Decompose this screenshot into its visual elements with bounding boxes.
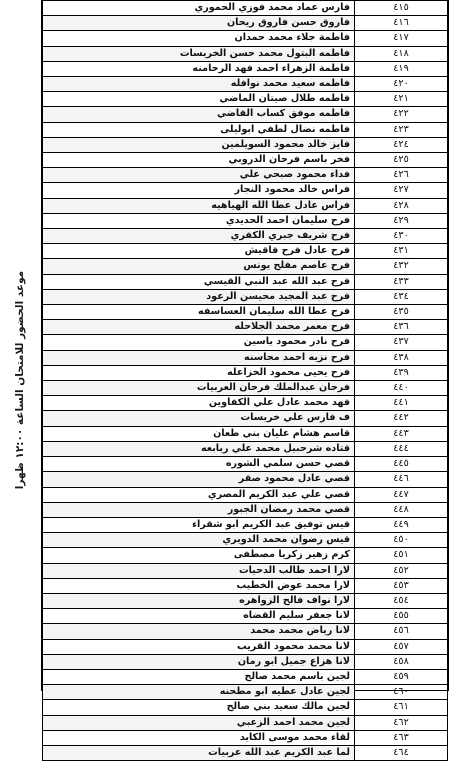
row-number: ٤٣٣ [355,274,448,289]
table-row [43,457,448,472]
table-row [43,244,448,259]
table-row [43,46,448,61]
row-number: ٤٣٩ [355,365,448,380]
table-row [43,229,448,244]
table-row [43,730,448,745]
student-name: لارا محمد عوض الخطيب [43,578,355,593]
exam-time-note [0,200,40,560]
table-row [43,153,448,168]
table-row [43,107,448,122]
row-number: ٤٥٢ [355,563,448,578]
exam-time-text: موعد الحضور للامتحان الساعة ١٢:٠٠ ظهرا [14,270,26,490]
student-name: قصي علي عبد الكريم المصري [43,487,355,502]
student-name: لانا محمد محمود القريب [43,639,355,654]
table-row [43,654,448,669]
row-number: ٤١٦ [355,16,448,31]
row-number: ٤٢٦ [355,168,448,183]
student-name: لما عبد الكريم عبد الله عربيات [43,745,355,760]
row-number: ٤٢٩ [355,213,448,228]
table-row [43,31,448,46]
student-name: ف فارس علي خريسات [43,411,355,426]
row-number: ٤٥١ [355,548,448,563]
row-number: ٤٦٠ [355,685,448,700]
student-name: فخر باسم فرحان الدروبي [43,153,355,168]
student-name: فراس خالد محمود النجار [43,183,355,198]
row-number: ٤٥٤ [355,593,448,608]
row-number: ٤١٥ [355,1,448,16]
row-number: ٤٢٤ [355,137,448,152]
table-row [43,305,448,320]
student-name: فرح عبد الله عبد النبي القيسي [43,274,355,289]
row-number: ٤٢٥ [355,153,448,168]
student-name: فرح يحيى محمود الخزاعله [43,365,355,380]
row-number: ٤٤١ [355,396,448,411]
row-number: ٤٦١ [355,700,448,715]
table-row [43,548,448,563]
student-name: فداء محمود صبحي علي [43,168,355,183]
row-number: ٤٣٢ [355,259,448,274]
student-name: فاطمة الزهراء احمد فهد الرحامنه [43,61,355,76]
table-row [43,441,448,456]
table-row [43,198,448,213]
row-number: ٤٤٠ [355,381,448,396]
table-row [43,563,448,578]
student-name: لانا جعفر سليم القضاه [43,609,355,624]
student-name: لجين عادل عطيه ابو مطحنه [43,685,355,700]
row-number: ٤٤٢ [355,411,448,426]
student-name: قصي حسن سلمي الشوره [43,457,355,472]
student-name: فاطمه طلال صيتان الماضي [43,92,355,107]
student-name: قيس توفيق عبد الكريم ابو شقراء [43,517,355,532]
row-number: ٤٢١ [355,92,448,107]
table-row [43,700,448,715]
row-number: ٤٤٣ [355,426,448,441]
student-name: لقاء محمد موسى الكايد [43,730,355,745]
student-name: فاروق حسن فاروق ريحان [43,16,355,31]
student-name: فراس عادل عطا الله الهياهيه [43,198,355,213]
table-row [43,213,448,228]
row-number: ٤٥٥ [355,609,448,624]
table-row [43,685,448,700]
table-row [43,137,448,152]
table-row [43,274,448,289]
student-name: قاسم هشام عليان بني طعان [43,426,355,441]
student-name: فرح نزيه احمد محاسنه [43,350,355,365]
table-row [43,320,448,335]
row-number: ٤١٨ [355,46,448,61]
names-table-wrapper [41,0,449,758]
table-row [43,122,448,137]
table-row [43,745,448,760]
table-row [43,411,448,426]
row-number: ٤١٩ [355,61,448,76]
row-number: ٤٤٧ [355,487,448,502]
table-row [43,426,448,441]
table-row [43,502,448,517]
student-name: فرحان عبدالملك فرحان العربيات [43,381,355,396]
table-row [43,533,448,548]
table-row [43,609,448,624]
row-number: ٤٢٨ [355,198,448,213]
row-number: ٤١٧ [355,31,448,46]
student-name: فرح نادر محمود ياسين [43,335,355,350]
names-table [42,0,448,761]
student-name: فاطمة جلاء محمد حمدان [43,31,355,46]
table-row [43,715,448,730]
table-row [43,335,448,350]
table-row [43,487,448,502]
row-number: ٤٣١ [355,244,448,259]
table-row [43,259,448,274]
table-row [43,289,448,304]
student-name: لارا نواف فالح الزواهره [43,593,355,608]
names-table-body [43,1,448,761]
student-name: لجين محمد احمد الزعبي [43,715,355,730]
student-name: فرح عبد المجيد محيسن الرعود [43,289,355,304]
student-name: فاطمه نضال لطفي ابوليلى [43,122,355,137]
table-row [43,61,448,76]
row-number: ٤٥٦ [355,624,448,639]
row-number: ٤٤٥ [355,457,448,472]
table-row [43,669,448,684]
table-row [43,350,448,365]
student-name: فرح سليمان احمد الحديدي [43,213,355,228]
student-name: لجين باسم محمد صالح [43,669,355,684]
student-name: فرح معمر محمد الجلاحله [43,320,355,335]
student-name: فارس عماد محمد فوزي الحموري [43,1,355,16]
row-number: ٤٣٨ [355,350,448,365]
row-number: ٤٦٤ [355,745,448,760]
student-name: لجين مالك سعيد بني صالح [43,700,355,715]
student-name: قيس رضوان محمد الدويري [43,533,355,548]
row-number: ٤٤٤ [355,441,448,456]
row-number: ٤٢٧ [355,183,448,198]
row-number: ٤٤٩ [355,517,448,532]
table-row [43,396,448,411]
student-name: قصي محمد رمضان الجبور [43,502,355,517]
student-name: لارا احمد طالب الدحيات [43,563,355,578]
row-number: ٤٥٧ [355,639,448,654]
student-name: قصي عادل محمود صقر [43,472,355,487]
row-number: ٤٣٧ [355,335,448,350]
table-row [43,365,448,380]
student-name: فرح عاصم مفلح يونس [43,259,355,274]
row-number: ٤٢٣ [355,122,448,137]
row-number: ٤٣٤ [355,289,448,304]
student-name: فايز خالد محمود السويلمين [43,137,355,152]
student-name: فرح عطا الله سليمان العساسفه [43,305,355,320]
row-number: ٤٢٢ [355,107,448,122]
table-row [43,593,448,608]
student-name: لانا رياض محمد محمد [43,624,355,639]
table-row [43,639,448,654]
table-row [43,578,448,593]
row-number: ٤٦٢ [355,715,448,730]
table-row [43,77,448,92]
table-row [43,517,448,532]
table-row [43,381,448,396]
row-number: ٤٢٠ [355,77,448,92]
row-number: ٤٥٣ [355,578,448,593]
table-row [43,16,448,31]
student-name: قتاده شرحبيل محمد علي ربابعه [43,441,355,456]
row-number: ٤٥٨ [355,654,448,669]
row-number: ٤٣٠ [355,229,448,244]
table-row [43,183,448,198]
student-name: فهد محمد عادل علي الكفاوين [43,396,355,411]
row-number: ٤٥٠ [355,533,448,548]
student-name: كرم زهير زكريا مصطفى [43,548,355,563]
table-row [43,1,448,16]
student-name: فاطمه موفق كساب القاضي [43,107,355,122]
row-number: ٤٥٩ [355,669,448,684]
student-name: لانا هزاع جميل ابو رمان [43,654,355,669]
row-number: ٤٤٨ [355,502,448,517]
table-row [43,92,448,107]
table-row [43,472,448,487]
student-name: فاطمه البتول محمد حسن الخريسات [43,46,355,61]
row-number: ٤٦٣ [355,730,448,745]
row-number: ٤٤٦ [355,472,448,487]
student-name: فاطمه سعيد محمد نوافله [43,77,355,92]
table-row [43,168,448,183]
row-number: ٤٣٦ [355,320,448,335]
student-name: فرح شريف جبري الكفري [43,229,355,244]
table-row [43,624,448,639]
student-name: فرح عادل فرح قاقيش [43,244,355,259]
row-number: ٤٣٥ [355,305,448,320]
